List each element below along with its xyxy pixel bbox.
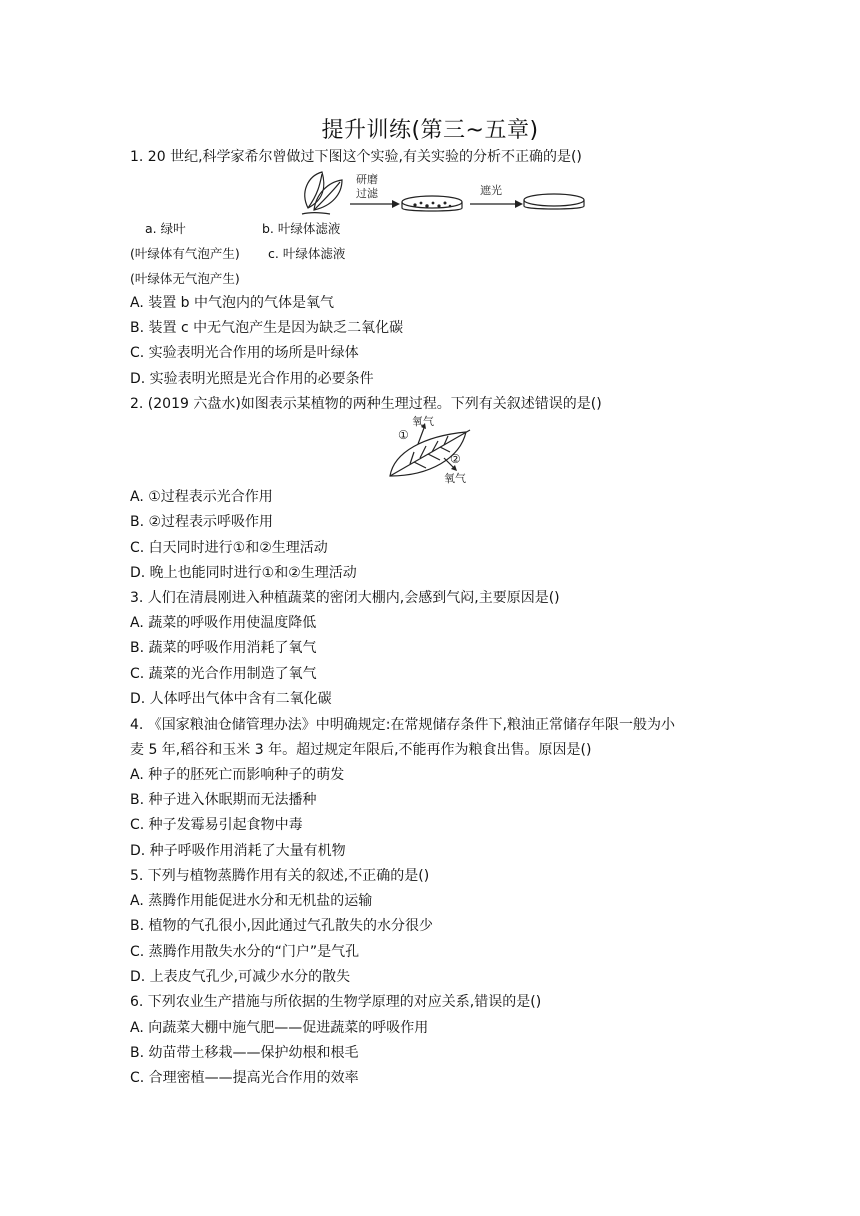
q1-stem: 1. 20 世纪,科学家希尔曾做过下图这个实验,有关实验的分析不正确的是() [130, 149, 582, 165]
q2-option-a: A. ①过程表示光合作用 [130, 489, 273, 505]
q1-option-b: B. 装置 c 中无气泡产生是因为缺乏二氧化碳 [130, 320, 404, 336]
q1-caption-a: a. 绿叶 [145, 221, 186, 236]
q1-caption-b-note: (叶绿体有气泡产生) [130, 246, 240, 261]
q4-stem-line2: 麦 5 年,稻谷和玉米 3 年。超过规定年限后,不能再作为粮食出售。原因是() [130, 742, 592, 758]
q3-option-b: B. 蔬菜的呼吸作用消耗了氧气 [130, 640, 317, 656]
q1-caption-c-note: (叶绿体无气泡产生) [130, 271, 240, 286]
q2-option-d: D. 晚上也能同时进行①和②生理活动 [130, 565, 357, 581]
q2-marker-1: ① [398, 428, 409, 442]
q1-caption-c: c. 叶绿体滤液 [268, 246, 346, 261]
q2-leaf-figure [384, 414, 484, 486]
q5-option-d: D. 上表皮气孔少,可减少水分的散失 [130, 969, 351, 985]
q6-stem: 6. 下列农业生产措施与所依据的生物学原理的对应关系,错误的是() [130, 994, 542, 1010]
q6-option-b: B. 幼苗带土移栽——保护幼根和根毛 [130, 1045, 359, 1061]
q3-option-a: A. 蔬菜的呼吸作用使温度降低 [130, 615, 317, 631]
q2-label-bottom: 氧气 [444, 472, 466, 485]
q6-option-c: C. 合理密植——提高光合作用的效率 [130, 1070, 359, 1086]
arrow2-label: 遮光 [480, 184, 502, 197]
leaf-icon [302, 172, 342, 214]
q2-option-c: C. 白天同时进行①和②生理活动 [130, 540, 328, 556]
q5-option-b: B. 植物的气孔很小,因此通过气孔散失的水分很少 [130, 918, 433, 934]
q2-marker-2: ② [450, 452, 461, 466]
q1-option-a: A. 装置 b 中气泡内的气体是氧气 [130, 295, 335, 311]
q1-experiment-figure [300, 168, 600, 218]
q4-option-d: D. 种子呼吸作用消耗了大量有机物 [130, 843, 346, 859]
q2-stem: 2. (2019 六盘水)如图表示某植物的两种生理过程。下列有关叙述错误的是() [130, 396, 602, 412]
q3-stem: 3. 人们在清晨刚进入种植蔬菜的密闭大棚内,会感到气闷,主要原因是() [130, 590, 560, 606]
petri-dish-c-icon [524, 194, 584, 209]
q3-option-c: C. 蔬菜的光合作用制造了氧气 [130, 666, 317, 682]
q4-option-c: C. 种子发霉易引起食物中毒 [130, 817, 303, 833]
q5-stem: 5. 下列与植物蒸腾作用有关的叙述,不正确的是() [130, 868, 430, 884]
q4-option-b: B. 种子进入休眠期而无法播种 [130, 792, 317, 808]
page-title: 提升训练(第三~五章) [321, 118, 539, 143]
arrow1-label-line1: 研磨 [356, 173, 378, 186]
q4-option-a: A. 种子的胚死亡而影响种子的萌发 [130, 767, 345, 783]
q4-stem-line1: 4. 《国家粮油仓储管理办法》中明确规定:在常规储存条件下,粮油正常储存年限一般为小 [130, 717, 675, 733]
petri-dish-b-icon [402, 196, 462, 211]
q3-option-d: D. 人体呼出气体中含有二氧化碳 [130, 691, 332, 707]
arrow1-label-line2: 过滤 [356, 187, 378, 200]
q6-option-a: A. 向蔬菜大棚中施气肥——促进蔬菜的呼吸作用 [130, 1020, 429, 1036]
q5-option-a: A. 蒸腾作用能促进水分和无机盐的运输 [130, 893, 373, 909]
q5-option-c: C. 蒸腾作用散失水分的“门户”是气孔 [130, 944, 360, 960]
q2-option-b: B. ②过程表示呼吸作用 [130, 514, 274, 530]
q1-caption-b: b. 叶绿体滤液 [262, 221, 341, 236]
q1-option-c: C. 实验表明光合作用的场所是叶绿体 [130, 345, 359, 361]
q1-option-d: D. 实验表明光照是光合作用的必要条件 [130, 371, 374, 387]
q2-label-top: 氧气 [412, 415, 434, 428]
